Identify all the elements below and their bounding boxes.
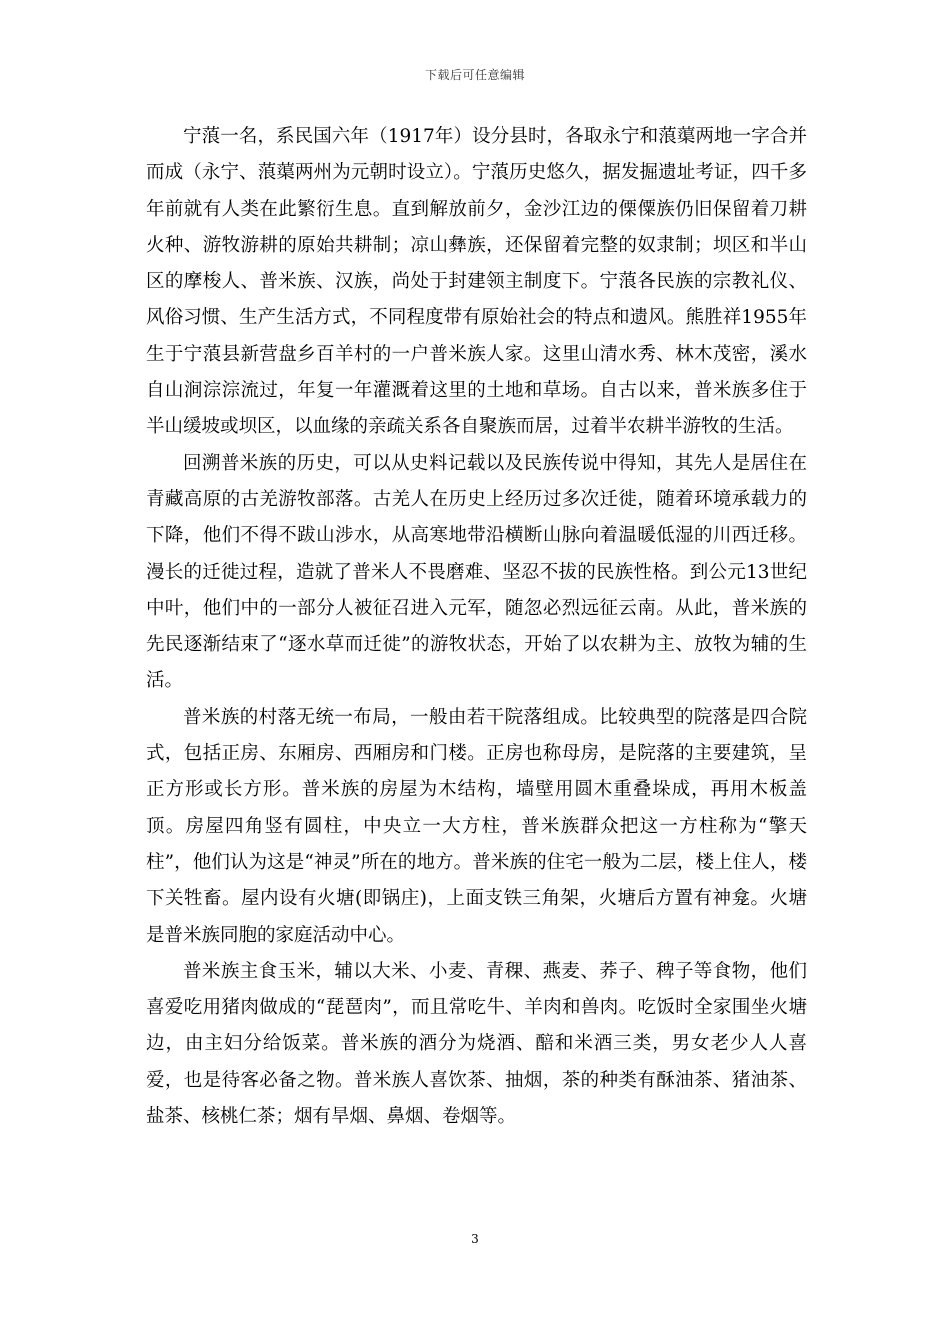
paragraph-4: 普米族主食玉米，辅以大米、小麦、青稞、燕麦、荞子、稗子等食物，他们喜爱吃用猪肉做成的“琵琶肉”，而且常吃牛、羊肉和兽肉。吃饭时全家围坐火塘边，由主妇分给饭菜。普米族的酒分为烧酒、醅和米酒三类，男女老少人人喜爱，也是待客必备之物。普米族人喜饮茶、抽烟，茶的种类有酥油茶、猪油茶、盐茶、核桃仁茶；烟有旱烟、鼻烟、卷烟等。 — [146, 960, 807, 1128]
document-body — [146, 119, 807, 1135]
paragraph-3: 普米族的村落无统一布局，一般由若干院落组成。比较典型的院落是四合院式，包括正房、东厢房、西厢房和门楼。正房也称母房，是院落的主要建筑，呈正方形或长方形。普米族的房屋为木结构，墙壁用圆木重叠垛成，再用木板盖顶。房屋四角竖有圆柱，中央立一大方柱，普米族群众把这一方柱称为“擎天柱”，他们认为这是“神灵”所在的地方。普米族的住宅一般为二层，楼上住人，楼下关牲畜。屋内设有火塘(即锅庄)，上面支铁三角架，火塘后方置有神龛。火塘是普米族同胞的家庭活动中心。 — [146, 706, 807, 946]
page-number: 3 — [471, 1232, 479, 1246]
paragraph-1: 宁蒗一名，系民国六年（1917年）设分县时，各取永宁和蒗蕖两地一字合并而成（永宁、蒗蕖两州为元朝时设立）。宁蒗历史悠久，据发掘遗址考证，四千多年前就有人类在此繁衍生息。直到解放前夕，金沙江边的傈僳族仍旧保留着刀耕火种、游牧游耕的原始共耕制；凉山彝族，还保留着完整的奴隶制；坝区和半山区的摩梭人、普米族、汉族，尚处于封建领主制度下。宁蒗各民族的宗教礼仪、风俗习惯、生产生活方式，不同程度带有原始社会的特点和遗风。熊胜祥1955年生于宁蒗县新营盘乡百羊村的一户普米族人家。这里山清水秀、林木茂密，溪水自山涧淙淙流过，年复一年灌溉着这里的土地和草场。自古以来，普米族多住于半山缓坡或坝区，以血缘的亲疏关系各自聚族而居，过着半农耕半游牧的生活。 — [146, 126, 807, 438]
page-header: 下载后可任意编辑 — [424, 68, 525, 82]
paragraph-2: 回溯普米族的历史，可以从史料记载以及民族传说中得知，其先人是居住在青藏高原的古羌游牧部落。古羌人在历史上经历过多次迁徙，随着环境承载力的下降，他们不得不跋山涉水，从高寒地带沿横断山脉向着温暖低湿的川西迁移。漫长的迁徙过程，造就了普米人不畏磨难、坚忍不拔的民族性格。到公元13世纪中叶，他们中的一部分人被征召进入元军，随忽必烈远征云南。从此，普米族的先民逐渐结束了“逐水草而迁徙”的游牧状态，开始了以农耕为主、放牧为辅的生活。 — [146, 452, 807, 692]
